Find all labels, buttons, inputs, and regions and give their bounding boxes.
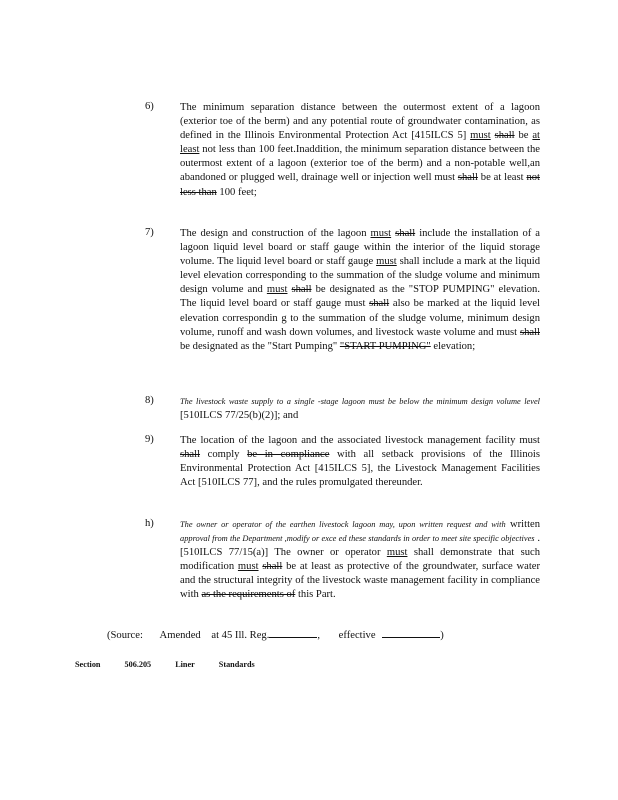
- source-note: (Source: Amended at 45 Ill. Reg. , effective ): [107, 630, 444, 641]
- item-number: 6): [145, 101, 154, 112]
- deleted-text: shall: [494, 130, 515, 142]
- item-6: [145, 101, 540, 200]
- statutory-quote: The livestock waste supply to a single -stage lagoon must be below the minimum design volume level: [180, 397, 540, 406]
- item-number: h): [145, 518, 154, 529]
- inserted-text: must: [370, 228, 392, 239]
- section-heading: Section 506.205 Liner Standards: [75, 660, 255, 669]
- blank-line: [269, 628, 317, 638]
- item-text: The minimum separation distance between the outermost extent of a lagoon (exterior toe of the berm) and any potential route of groundwater contamination, as defined in the Illinois Environmental Protection Act [415ILCS 5] must shall be at least not less than 100 feet.Inaddition, the minimum separation distance between the outermost extent of a lagoon (exterior toe of the berm) and a non-potable well,an abandoned or plugged well, drainage well or injection well must shall be at least not less than 100 feet;: [180, 102, 541, 198]
- statutory-quote: The owner or operator of the earthen livestock lagoon may, upon written request and with: [180, 520, 506, 529]
- inserted-text: must: [266, 284, 288, 296]
- item-9: [145, 434, 540, 490]
- blank-line: [382, 628, 440, 638]
- deleted-text: shall: [291, 284, 312, 296]
- inserted-text: at least: [180, 130, 541, 156]
- inserted-text: must: [237, 561, 259, 573]
- deleted-text: as the requirements of: [201, 589, 296, 601]
- item-number: 9): [145, 434, 154, 445]
- deleted-text: shall: [180, 449, 201, 461]
- deleted-text: "START PUMPING": [339, 340, 431, 352]
- item-text: The location of the lagoon and the associated livestock management facility must shall comply be in compliance with all setback provisions of the Illinois Environmental Protection Act [415ILCS 5], the Livestock Management Facilities Act [510ILCS 77], and the rules promulgated thereunder.: [180, 435, 540, 489]
- item-8: [145, 395, 540, 423]
- inserted-text: must: [386, 547, 408, 559]
- item-7: [145, 227, 540, 354]
- inserted-text: must: [376, 256, 397, 268]
- statutory-quote: approval from the Department ,modify or exce ed these standards in order to meet site specific objectives: [180, 534, 535, 544]
- item-text: The owner or operator of the earthen livestock lagoon may, upon written request and with written approval from the Department ,modify or exce ed these standards in order to meet site specific objectives . [510ILCS 77/15(a)] The owner or operator must shall demonstrate that such modification must shall be at least as protective of the groundwater, surface water and the structural integrity of the livestock waste management facility in compliance with as the requirements of this Part.: [180, 519, 541, 601]
- item-h: [145, 518, 540, 603]
- item-text: The livestock waste supply to a single -stage lagoon must be below the minimum design volume level [510ILCS 77/25(b)(2)]; and: [180, 397, 540, 422]
- item-text: The design and construction of the lagoon must shall include the installation of a lagoon liquid level board or staff gauge within the interior of the liquid storage volume. The liquid level board or staff gauge must shall include a mark at the liquid level elevation corresponding to the summation of the sludge volume and minimum design volume and must shall be designated as the "STOP PUMPING" elevation. The liquid level board or staff gauge must shall also be marked at the liquid level elevation correspondin g to the summation of the sludge volume, minimum design volume, runoff and wash down volumes, and livestock waste volume and must shall be designated as the "Start Pumping" "START PUMPING" elevation;: [180, 228, 540, 352]
- inserted-text: must: [470, 130, 491, 142]
- deleted-text: not less than: [180, 172, 540, 198]
- deleted-text: shall: [519, 326, 540, 338]
- item-number: 7): [145, 227, 154, 238]
- deleted-text: shall: [457, 172, 478, 184]
- deleted-text: shall: [395, 228, 416, 239]
- deleted-text: shall: [369, 298, 390, 310]
- item-number: 8): [145, 395, 154, 406]
- deleted-text: shall: [262, 561, 283, 573]
- deleted-text: be in compliance: [247, 449, 330, 461]
